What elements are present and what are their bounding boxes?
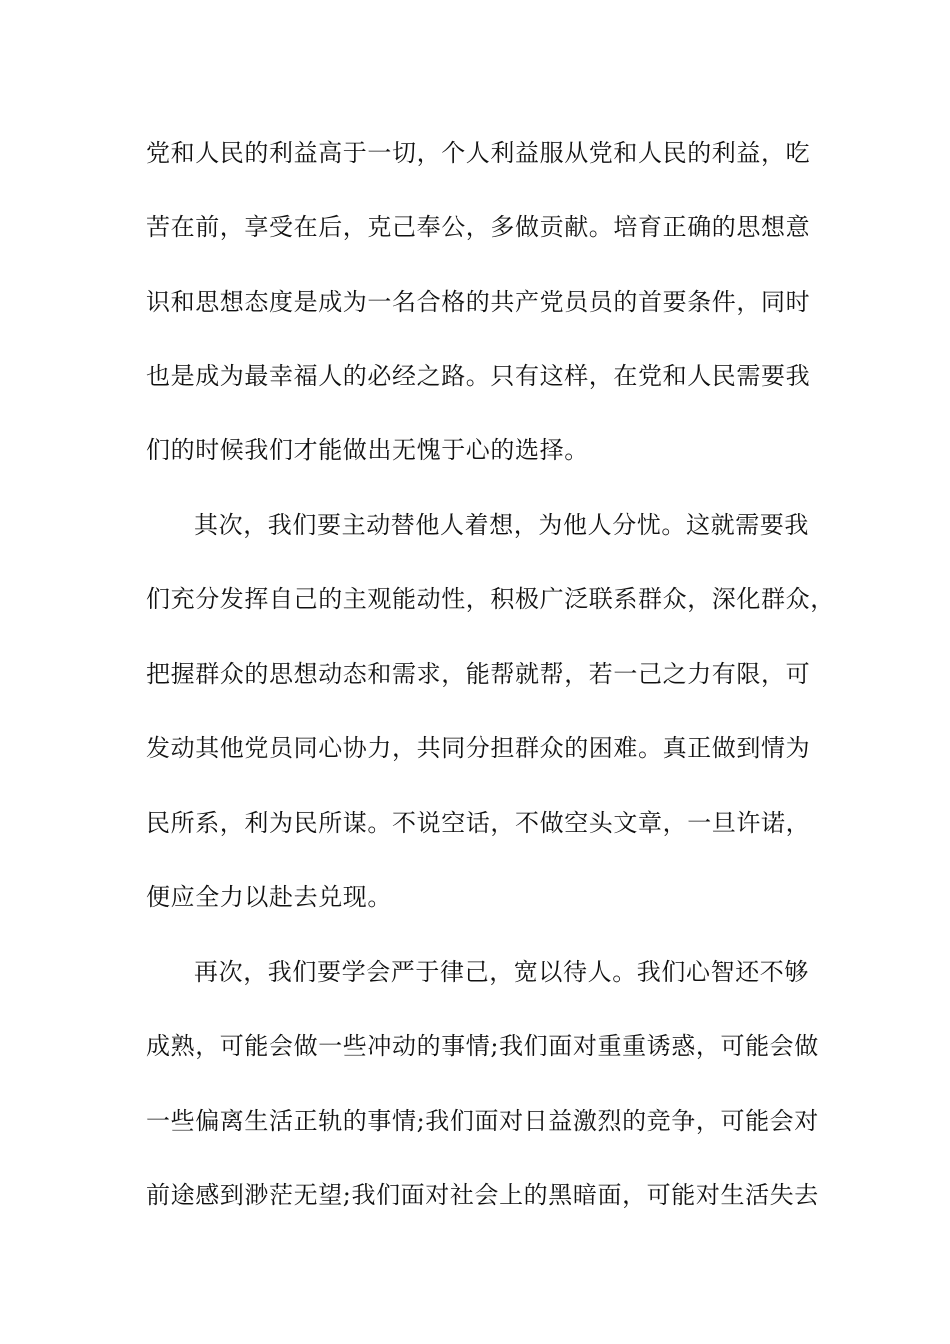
text-line: 们的时候我们才能做出无愧于心的选择。 [146,436,589,464]
text-line: 前途感到渺茫无望;我们面对社会上的黑暗面，可能对生活失去 [146,1181,819,1209]
text-line: 苦在前，享受在后，克己奉公，多做贡献。培育正确的思想意 [146,213,811,241]
text-line: 党和人民的利益高于一切，个人利益服从党和人民的利益，吃 [146,139,811,167]
text-line: 识和思想态度是成为一名合格的共产党员员的首要条件，同时 [146,288,811,316]
text-line: 把握群众的思想动态和需求，能帮就帮，若一己之力有限，可 [146,660,811,688]
text-line: 也是成为最幸福人的必经之路。只有这样，在党和人民需要我 [146,362,811,390]
text-line: 成熟，可能会做一些冲动的事情;我们面对重重诱惑，可能会做 [146,1032,819,1060]
paragraph-first-line: 再次，我们要学会严于律己，宽以待人。我们心智还不够 [194,958,809,986]
paragraph-first-line: 其次，我们要主动替他人着想，为他人分忧。这就需要我 [194,511,809,539]
text-line: 一些偏离生活正轨的事情;我们面对日益激烈的竞争，可能会对 [146,1107,819,1135]
text-line: 民所系，利为民所谋。不说空话，不做空头文章，一旦许诺， [146,809,811,837]
text-line: 发动其他党员同心协力，共同分担群众的困难。真正做到情为 [146,734,811,762]
text-line: 便应全力以赴去兑现。 [146,883,392,911]
text-line: 们充分发挥自己的主观能动性，积极广泛联系群众，深化群众， [146,585,835,613]
